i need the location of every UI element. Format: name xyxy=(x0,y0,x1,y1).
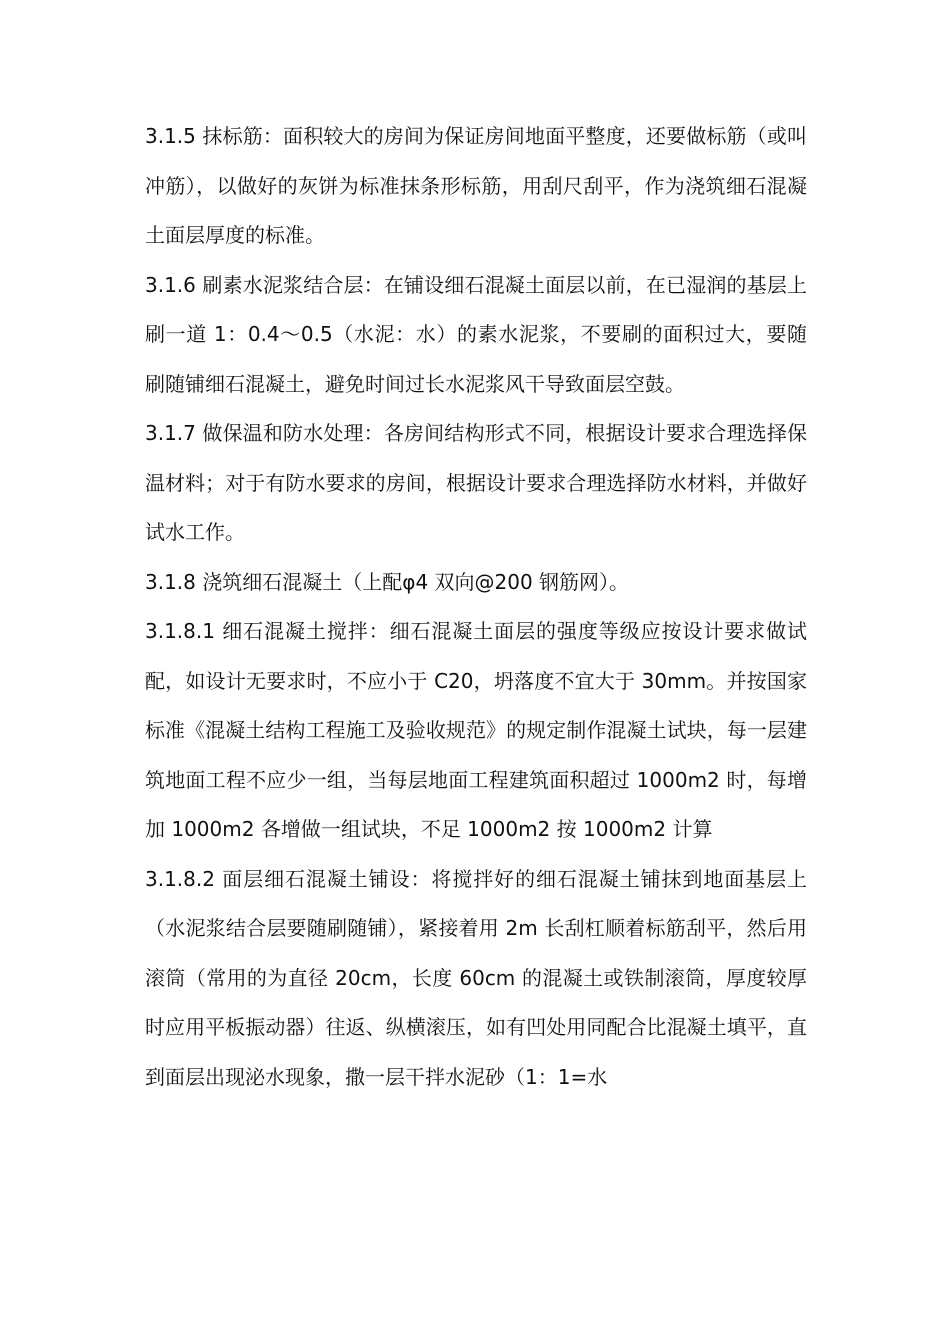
document-body xyxy=(145,112,807,1102)
paragraph-3-1-5: 3.1.5 抹标筋：面积较大的房间为保证房间地面平整度，还要做标筋（或叫冲筋），以做好的灰饼为标准抹条形标筋，用刮尺刮平，作为浇筑细石混凝土面层厚度的标准。 xyxy=(145,124,807,247)
paragraph-3-1-7: 3.1.7 做保温和防水处理：各房间结构形式不同，根据设计要求合理选择保温材料；对于有防水要求的房间，根据设计要求合理选择防水材料，并做好试水工作。 xyxy=(145,421,807,544)
paragraph-3-1-8-2: 3.1.8.2 面层细石混凝土铺设：将搅拌好的细石混凝土铺抹到地面基层上（水泥浆结合层要随刷随铺），紧接着用 2m 长刮杠顺着标筋刮平，然后用滚筒（常用的为直径 20cm，长度 60cm 的混凝土或铁制滚筒，厚度较厚时应用平板振动器）往返、纵横滚压，如有凹处用同配合比混凝土填平，直到面层出现泌水现象，撒一层干拌水泥砂（1：1=水 xyxy=(145,866,807,1089)
paragraph-3-1-8-1: 3.1.8.1 细石混凝土搅拌：细石混凝土面层的强度等级应按设计要求做试配，如设计无要求时，不应小于 C20，坍落度不宜大于 30mm。并按国家标准《混凝土结构工程施工及验收规范》的规定制作混凝土试块，每一层建筑地面工程不应少一组，当每层地面工程建筑面积超过 1000m2 时，每增加 1000m2 各增做一组试块，不足 1000m2 按 1000m2 计算 xyxy=(145,619,807,841)
paragraph-3-1-6: 3.1.6 刷素水泥浆结合层：在铺设细石混凝土面层以前，在已湿润的基层上刷一道 1：0.4～0.5（水泥：水）的素水泥浆，不要刷的面积过大，要随刷随铺细石混凝土，避免时间过长水泥浆风干导致面层空鼓。 xyxy=(145,272,807,396)
paragraph-3-1-8: 3.1.8 浇筑细石混凝土（上配φ4 双向@200 钢筋网）。 xyxy=(145,569,630,594)
